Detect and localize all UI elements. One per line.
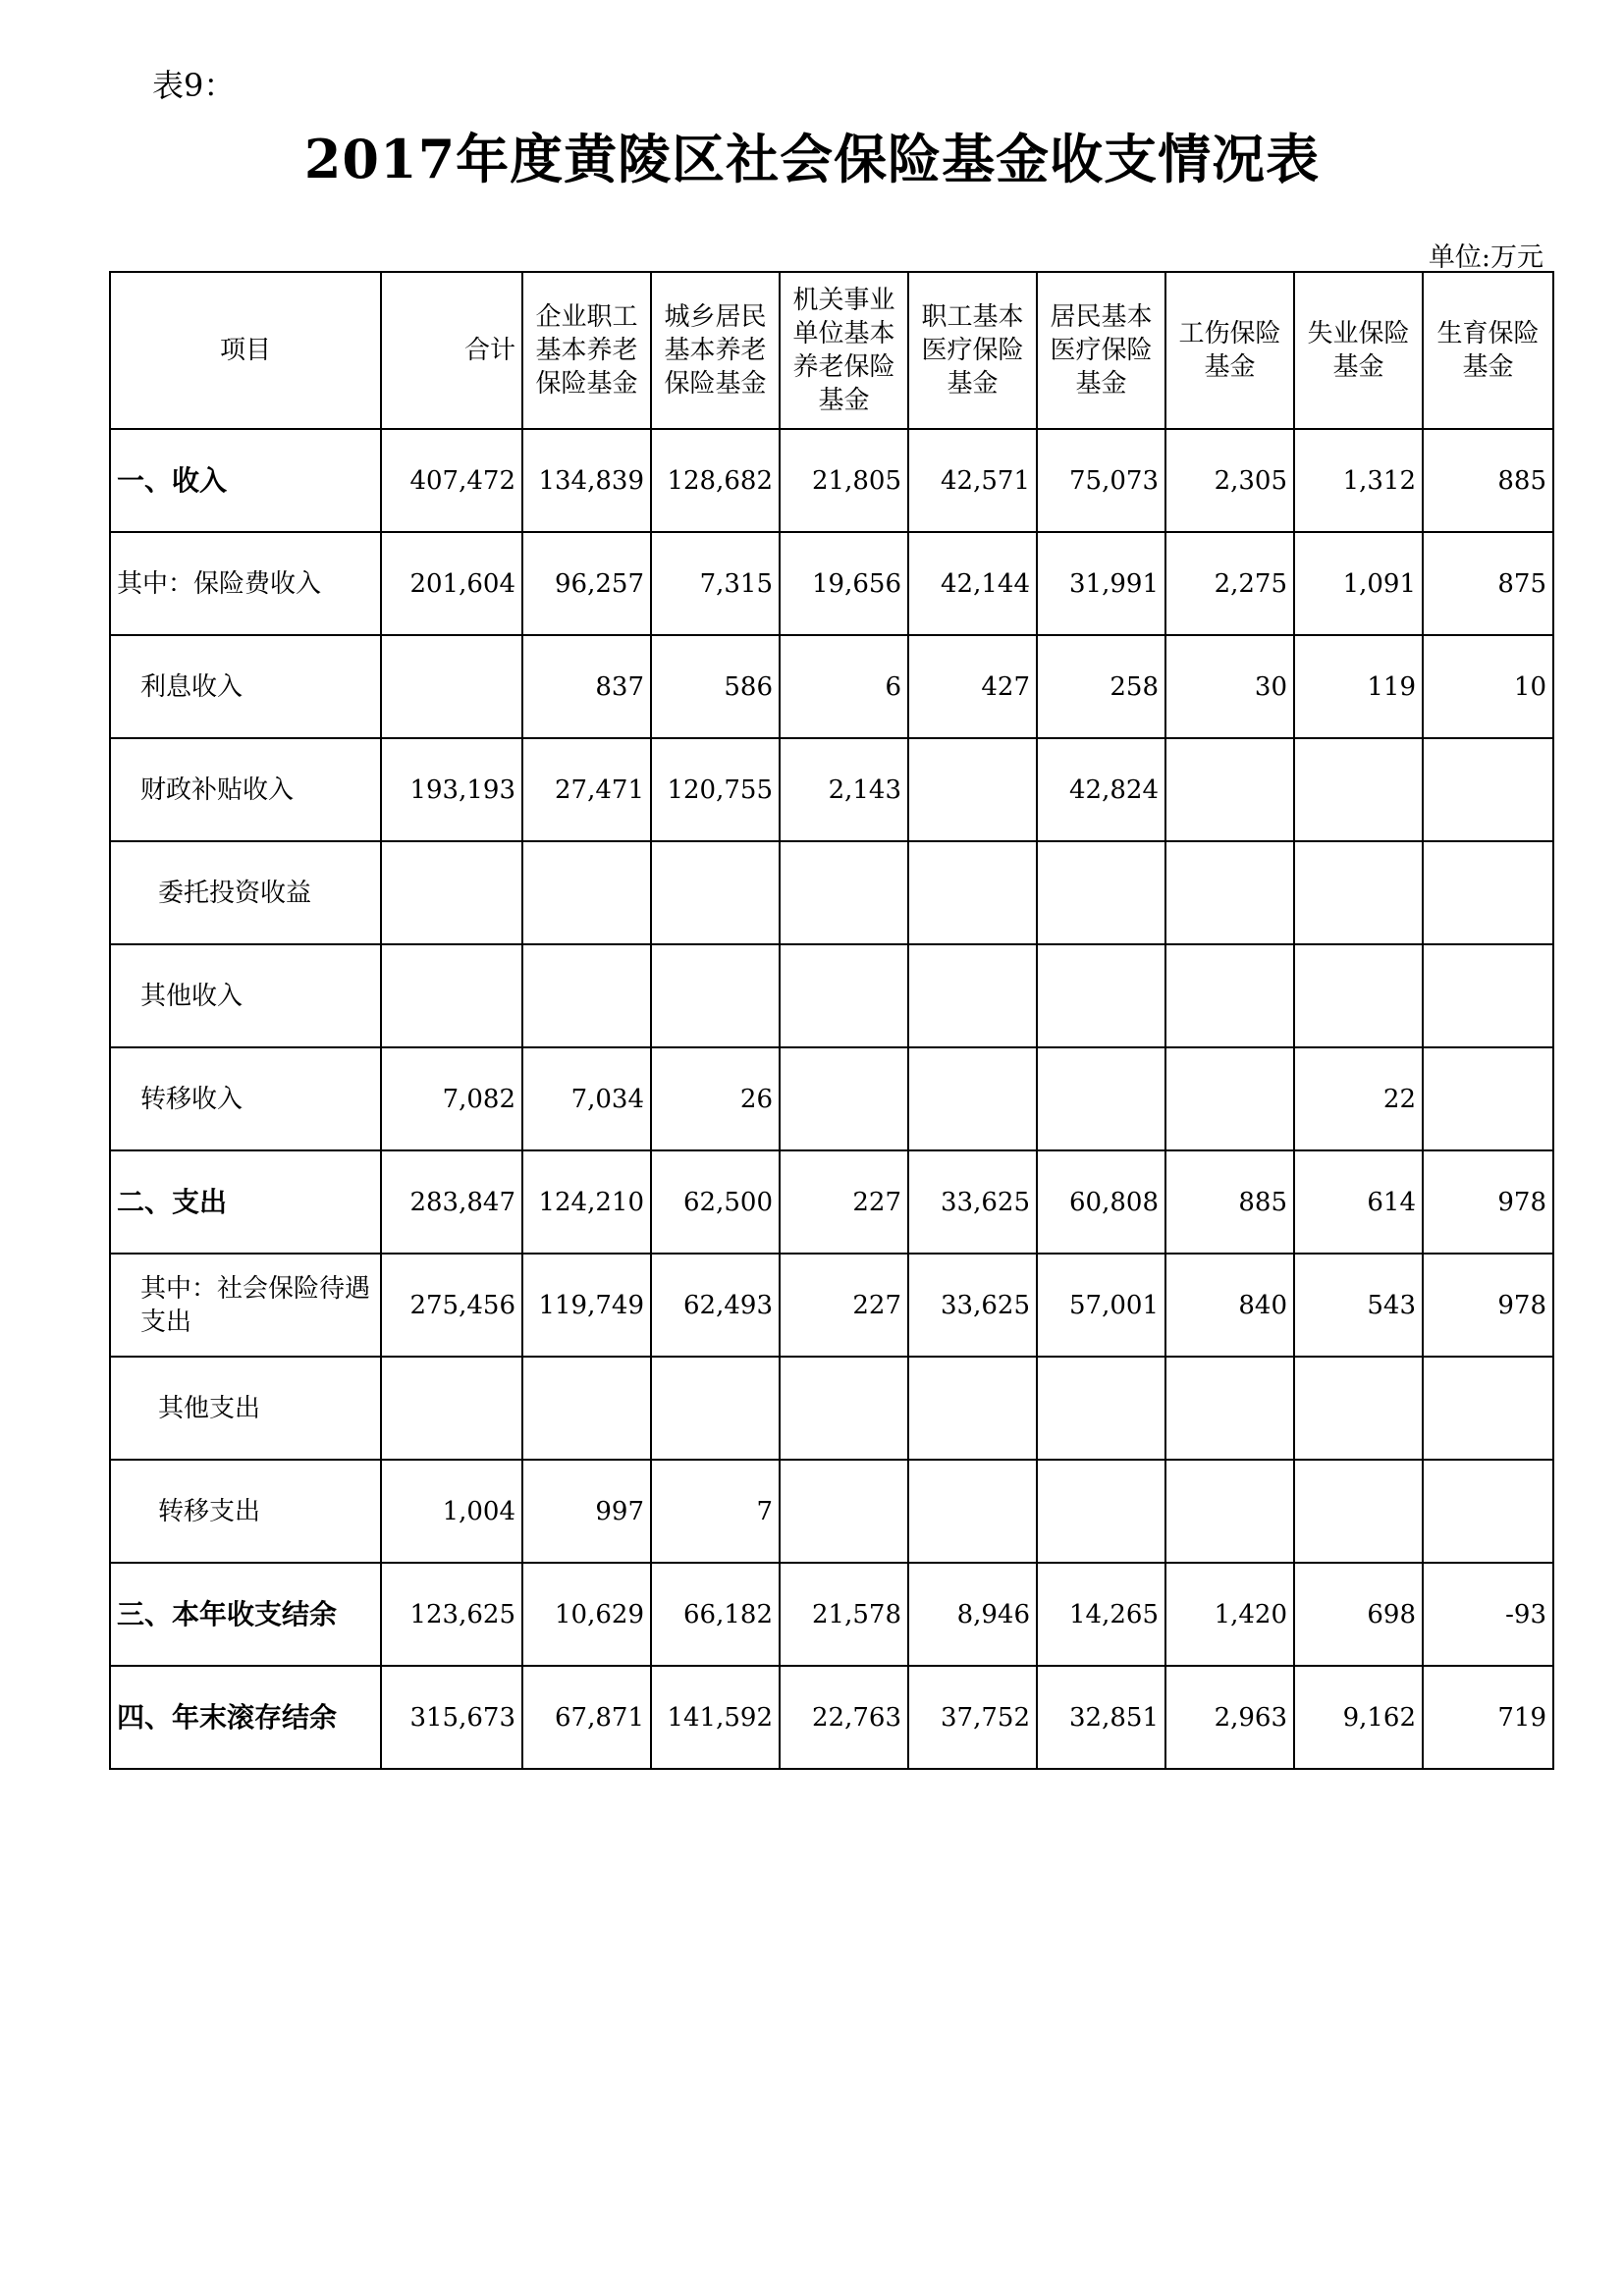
row-label: 二、支出	[110, 1150, 381, 1254]
table-cell	[908, 944, 1037, 1047]
table-cell: 128,682	[651, 429, 780, 532]
table-cell: 21,805	[780, 429, 908, 532]
table-cell: 57,001	[1037, 1254, 1165, 1357]
column-header: 合计	[381, 272, 522, 429]
table-cell: 978	[1423, 1150, 1553, 1254]
table-row	[110, 1150, 1553, 1254]
table-cell	[780, 1357, 908, 1460]
table-cell: 586	[651, 635, 780, 738]
row-label: 四、年末滚存结余	[110, 1666, 381, 1769]
table-cell: 427	[908, 635, 1037, 738]
table-cell	[1294, 841, 1423, 944]
table-cell: 875	[1423, 532, 1553, 635]
table-cell: 840	[1165, 1254, 1294, 1357]
table-cell: 120,755	[651, 738, 780, 841]
table-cell	[651, 944, 780, 1047]
table-cell: 1,091	[1294, 532, 1423, 635]
table-cell	[780, 1460, 908, 1563]
table-cell: 201,604	[381, 532, 522, 635]
fund-table	[109, 271, 1554, 1770]
column-header: 城乡居民基本养老保险基金	[651, 272, 780, 429]
column-header: 失业保险基金	[1294, 272, 1423, 429]
row-label: 委托投资收益	[110, 841, 381, 944]
table-row	[110, 532, 1553, 635]
column-header: 机关事业单位基本养老保险基金	[780, 272, 908, 429]
table-cell: 275,456	[381, 1254, 522, 1357]
table-cell	[1165, 1047, 1294, 1150]
table-cell	[1037, 944, 1165, 1047]
table-cell	[1037, 841, 1165, 944]
table-cell: 119,749	[522, 1254, 651, 1357]
table-cell	[522, 841, 651, 944]
table-cell: 62,500	[651, 1150, 780, 1254]
row-label: 转移支出	[110, 1460, 381, 1563]
table-cell	[1294, 1460, 1423, 1563]
table-row	[110, 841, 1553, 944]
table-cell: 227	[780, 1254, 908, 1357]
row-label: 其他收入	[110, 944, 381, 1047]
table-cell: 2,143	[780, 738, 908, 841]
table-cell: 7	[651, 1460, 780, 1563]
table-cell: 258	[1037, 635, 1165, 738]
table-cell	[780, 841, 908, 944]
table-cell: 1,420	[1165, 1563, 1294, 1666]
table-cell	[381, 841, 522, 944]
table-cell: 31,991	[1037, 532, 1165, 635]
table-row	[110, 429, 1553, 532]
row-label: 财政补贴收入	[110, 738, 381, 841]
table-cell	[908, 1047, 1037, 1150]
table-cell: 27,471	[522, 738, 651, 841]
table-row	[110, 1460, 1553, 1563]
table-cell: 42,144	[908, 532, 1037, 635]
table-cell: 67,871	[522, 1666, 651, 1769]
table-cell	[1165, 841, 1294, 944]
table-cell: 19,656	[780, 532, 908, 635]
table-cell: 543	[1294, 1254, 1423, 1357]
table-row	[110, 1563, 1553, 1666]
table-cell	[1165, 738, 1294, 841]
page-title: 2017年度黄陵区社会保险基金收支情况表	[303, 128, 1321, 190]
table-row	[110, 944, 1553, 1047]
table-row	[110, 635, 1553, 738]
table-cell	[1423, 1460, 1553, 1563]
table-cell: 885	[1165, 1150, 1294, 1254]
table-cell: 719	[1423, 1666, 1553, 1769]
table-cell: 42,824	[1037, 738, 1165, 841]
table-cell	[1165, 1460, 1294, 1563]
table-cell	[1037, 1357, 1165, 1460]
table-cell: 193,193	[381, 738, 522, 841]
table-cell: 1,312	[1294, 429, 1423, 532]
table-cell: 9,162	[1294, 1666, 1423, 1769]
table-cell	[381, 635, 522, 738]
table-cell	[1294, 1357, 1423, 1460]
table-cell	[651, 841, 780, 944]
column-header: 居民基本医疗保险基金	[1037, 272, 1165, 429]
table-cell	[1423, 1047, 1553, 1150]
table-cell: 33,625	[908, 1254, 1037, 1357]
row-label: 其中：保险费收入	[110, 532, 381, 635]
table-cell: 22,763	[780, 1666, 908, 1769]
row-label: 一、收入	[110, 429, 381, 532]
table-cell: 614	[1294, 1150, 1423, 1254]
column-header: 工伤保险基金	[1165, 272, 1294, 429]
table-cell: 10	[1423, 635, 1553, 738]
table-cell: 7,315	[651, 532, 780, 635]
table-cell: 1,004	[381, 1460, 522, 1563]
table-cell: 283,847	[381, 1150, 522, 1254]
row-label: 三、本年收支结余	[110, 1563, 381, 1666]
table-cell: 30	[1165, 635, 1294, 738]
column-header: 职工基本医疗保险基金	[908, 272, 1037, 429]
table-cell: 315,673	[381, 1666, 522, 1769]
table-row	[110, 738, 1553, 841]
unit-label: 单位:万元	[1428, 242, 1543, 273]
table-cell: 21,578	[780, 1563, 908, 1666]
table-row	[110, 1357, 1553, 1460]
table-cell	[908, 841, 1037, 944]
table-cell	[908, 738, 1037, 841]
table-cell	[651, 1357, 780, 1460]
table-cell	[522, 944, 651, 1047]
table-cell	[908, 1357, 1037, 1460]
table-cell: 978	[1423, 1254, 1553, 1357]
table-cell: 227	[780, 1150, 908, 1254]
table-cell	[1423, 944, 1553, 1047]
table-cell: 698	[1294, 1563, 1423, 1666]
table-cell: 37,752	[908, 1666, 1037, 1769]
table-cell: 8,946	[908, 1563, 1037, 1666]
header-row	[110, 272, 1553, 429]
table-cell: 124,210	[522, 1150, 651, 1254]
table-cell: 33,625	[908, 1150, 1037, 1254]
table-cell: 26	[651, 1047, 780, 1150]
table-row	[110, 1047, 1553, 1150]
table-cell	[1423, 738, 1553, 841]
table-cell: 66,182	[651, 1563, 780, 1666]
column-header: 企业职工基本养老保险基金	[522, 272, 651, 429]
table-cell	[1165, 1357, 1294, 1460]
table-cell: 837	[522, 635, 651, 738]
table-cell: 96,257	[522, 532, 651, 635]
table-number-label: 表9：	[152, 67, 236, 104]
column-header: 生育保险基金	[1423, 272, 1553, 429]
table-cell: 134,839	[522, 429, 651, 532]
table-row	[110, 1254, 1553, 1357]
table-row	[110, 1666, 1553, 1769]
table-cell	[1294, 738, 1423, 841]
table-cell: 22	[1294, 1047, 1423, 1150]
table-cell	[1037, 1047, 1165, 1150]
table-cell: 62,493	[651, 1254, 780, 1357]
table-cell: 75,073	[1037, 429, 1165, 532]
table-cell: 2,963	[1165, 1666, 1294, 1769]
table-cell: 885	[1423, 429, 1553, 532]
table-cell	[1423, 1357, 1553, 1460]
row-label: 其中：社会保险待遇支出	[110, 1254, 381, 1357]
table-cell	[1037, 1460, 1165, 1563]
column-header: 项目	[110, 272, 381, 429]
table-cell: 119	[1294, 635, 1423, 738]
row-label: 利息收入	[110, 635, 381, 738]
table-cell	[522, 1357, 651, 1460]
table-cell: 2,275	[1165, 532, 1294, 635]
table-cell: 32,851	[1037, 1666, 1165, 1769]
table-cell: 123,625	[381, 1563, 522, 1666]
row-label: 转移收入	[110, 1047, 381, 1150]
table-cell	[908, 1460, 1037, 1563]
table-cell: 14,265	[1037, 1563, 1165, 1666]
table-cell	[1423, 841, 1553, 944]
table-cell: 42,571	[908, 429, 1037, 532]
table-cell: 10,629	[522, 1563, 651, 1666]
table-cell	[780, 944, 908, 1047]
table-cell: 7,082	[381, 1047, 522, 1150]
row-label: 其他支出	[110, 1357, 381, 1460]
table-cell: 2,305	[1165, 429, 1294, 532]
table-cell	[780, 1047, 908, 1150]
table-cell: 997	[522, 1460, 651, 1563]
table-cell: 141,592	[651, 1666, 780, 1769]
table-cell: 407,472	[381, 429, 522, 532]
table-cell	[1165, 944, 1294, 1047]
table-cell	[381, 1357, 522, 1460]
table-cell	[1294, 944, 1423, 1047]
table-cell: 6	[780, 635, 908, 738]
table-cell	[381, 944, 522, 1047]
table-cell: -93	[1423, 1563, 1553, 1666]
table-cell: 7,034	[522, 1047, 651, 1150]
table-cell: 60,808	[1037, 1150, 1165, 1254]
